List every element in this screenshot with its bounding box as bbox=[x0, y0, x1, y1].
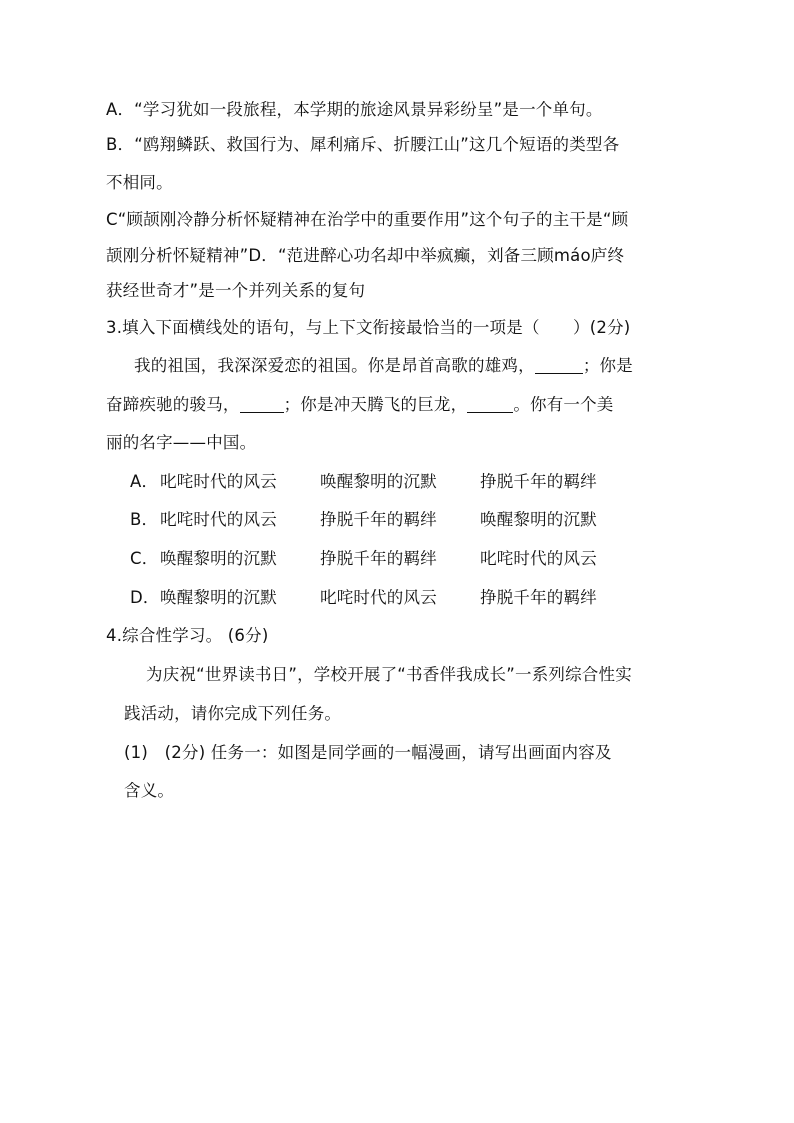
option-phrase: 挣脱千年的羁绊 bbox=[480, 472, 597, 491]
question-3-passage-line1 bbox=[134, 355, 633, 377]
option-phrase: 叱咤时代的风云 bbox=[320, 588, 437, 607]
question-4-task1-line1: (1) (2分) 任务一：如图是同学画的一幅漫画，请写出画面内容及 bbox=[124, 743, 612, 762]
option-a-statement: A．“学习犹如一段旅程，本学期的旅途风景异彩纷呈”是一个单句。 bbox=[106, 100, 603, 119]
option-phrase: 挣脱千年的羁绊 bbox=[320, 549, 437, 568]
question-3-passage-line3: 丽的名字——中国。 bbox=[106, 433, 257, 452]
passage-text: 我的祖国，我深深爱恋的祖国。你是昂首高歌的雄鸡， bbox=[134, 356, 535, 375]
option-label: A． bbox=[130, 472, 159, 491]
option-b-statement-line2: 不相同。 bbox=[106, 173, 173, 192]
option-b-statement-line1: B．“鸥翔鳞跃、救国行为、犀利痛斥、折腰江山”这几个短语的类型各 bbox=[106, 135, 620, 154]
question-3-passage-line2 bbox=[106, 394, 614, 416]
question-3-option-c[interactable] bbox=[130, 548, 597, 570]
answer-blank-2[interactable] bbox=[240, 396, 284, 413]
passage-text: 奋蹄疾驰的骏马， bbox=[106, 395, 240, 414]
option-phrase: 唤醒黎明的沉默 bbox=[320, 472, 437, 491]
question-3-option-b[interactable] bbox=[130, 509, 597, 531]
option-phrase: 挣脱千年的羁绊 bbox=[480, 588, 597, 607]
question-3-option-d[interactable] bbox=[130, 587, 597, 609]
question-4-intro-line2: 践活动，请你完成下列任务。 bbox=[124, 704, 342, 723]
option-phrase: 唤醒黎明的沉默 bbox=[480, 510, 597, 529]
passage-text: ；你是 bbox=[582, 356, 633, 375]
option-label: D． bbox=[130, 588, 160, 607]
option-label: C． bbox=[130, 549, 159, 568]
question-3-stem: 3.填入下面横线处的语句，与上下文衔接最恰当的一项是（ ）(2分) bbox=[106, 318, 631, 337]
option-phrase: 叱咤时代的风云 bbox=[160, 472, 277, 491]
question-4-intro-line1: 为庆祝“世界读书日”，学校开展了“书香伴我成长”一系列综合性实 bbox=[146, 665, 632, 684]
passage-text: ；你是冲天腾飞的巨龙， bbox=[283, 395, 468, 414]
option-phrase: 唤醒黎明的沉默 bbox=[160, 588, 277, 607]
option-phrase: 唤醒黎明的沉默 bbox=[160, 549, 277, 568]
option-label: B． bbox=[130, 510, 159, 529]
answer-blank-1[interactable] bbox=[535, 357, 583, 374]
option-phrase: 挣脱千年的羁绊 bbox=[320, 510, 437, 529]
passage-text: 。你有一个美 bbox=[513, 395, 614, 414]
answer-blank-3[interactable] bbox=[467, 396, 513, 413]
question-4-stem: 4.综合性学习。 (6分) bbox=[106, 626, 269, 645]
question-4-task1-line2: 含义。 bbox=[124, 781, 175, 800]
option-phrase: 叱咤时代的风云 bbox=[480, 549, 597, 568]
option-c-statement-line1: C“顾颉刚冷静分析怀疑精神在治学中的重要作用”这个句子的主干是“顾 bbox=[106, 210, 629, 229]
option-c-statement-line2: 颉刚分析怀疑精神”D．“范进醉心功名却中举疯癫，刘备三顾máo庐终 bbox=[106, 246, 625, 265]
question-3-option-a[interactable] bbox=[130, 471, 597, 493]
option-phrase: 叱咤时代的风云 bbox=[160, 510, 277, 529]
option-c-statement-line3: 获经世奇才”是一个并列关系的复句 bbox=[106, 281, 366, 300]
